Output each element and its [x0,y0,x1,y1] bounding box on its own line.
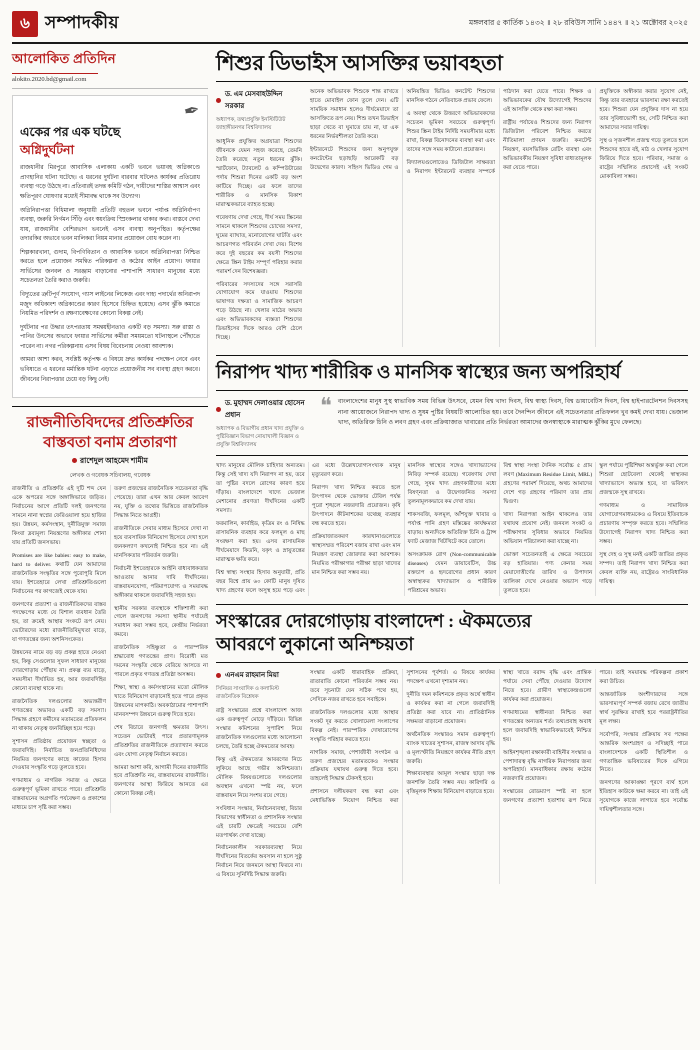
bottom-byline-sub: সিনিয়র সাংবাদিক ও কলামিস্ট রাজনৈতিক বিশ্লেষক [216,686,279,701]
top-body-rest [310,88,688,347]
mid-paragraph: অসংক্রামক রোগ (Non-communicable diseases) যেমন ডায়াবেটিস, উচ্চ রক্তচাপ ও হৃদরোগের প্রধান কারণ অস্বাস্থ্যকর খাদ্যাভ্যাস ও শারীরিক পরিশ্রমের অভাব। [407,551,497,594]
politics-paragraph: রাজনীতি ও প্রতিশ্রুতি এই দুটি শব্দ যেন একে অপরের সঙ্গে অঙ্গাঙ্গিভাবে জড়িত। নির্বাচনের আগে প্রতিটি দলই জনগণের সামনে নানা স্বপ্নের ফেরিওয়ালা হয়ে হাজির হয়। উন্নয়ন, কর্মসংস্থান, দুর্নীতিমুক্ত সমাজ কিংবা দ্রব্যমূল্য নিয়ন্ত্রণের অঙ্গীকার শোনা যায় প্রতিটি জনসভায়। [12,486,106,546]
bottom-article-block [216,669,688,884]
byline-bullet-icon [72,458,77,463]
bottom-paragraph: গণমাধ্যমের স্বাধীনতা নিশ্চিত করা গণতন্ত্রের অন্যতম শর্ত। তথ্যপ্রবাহ অবাধ হলে জবাবদিহি স্বাভাবিকভাবেই নিশ্চিত হয়। [503,709,592,743]
top-paragraph: এ অবস্থা থেকে উত্তরণে অভিভাবকদের সচেতন ভূমিকা সবচেয়ে গুরুত্বপূর্ণ। শিশুর স্ক্রিন টাইম নির্দিষ্ট সময়সীমার মধ্যে রাখা, বিকল্প বিনোদনের ব্যবস্থা করা এবং তাদের সঙ্গে সময় কাটানো প্রয়োজন। [406,111,495,153]
politics-paragraph: তরুণ প্রজন্মের রাজনৈতিক সচেতনতা বৃদ্ধি পেয়েছে। তারা এখন আর কেবল আবেগ নয়, যুক্তি ও তথ্যের ভিত্তিতে রাজনৈতিক সিদ্ধান্ত নিতে আগ্রহী। [114,486,208,520]
mid-head-block [216,393,688,449]
paper-logo-block [12,50,208,89]
politics-headline-line1: রাজনীতিবিদদের প্রতিশ্রুতির [26,415,194,432]
mid-paragraph: খাদ্য মানুষের মৌলিক চাহিদার অন্যতম। কিন্তু সেই খাদ্য যদি নিরাপদ না হয়, তবে তা পুষ্টির বদলে রোগের কারণ হয়ে দাঁড়ায়। বাংলাদেশে খাদ্যে ভেজাল মেশানোর প্রবণতা দীর্ঘদিনের একটি সমস্যা। [216,463,305,515]
bottom-paragraph: শিক্ষাব্যবস্থার আমূল সংস্কার ছাড়া দক্ষ জনশক্তি তৈরি সম্ভব নয়। কারিগরি ও বৃত্তিমূলক শিক্ষায় বিনিয়োগ বাড়াতে হবে। [406,771,495,796]
bottom-paragraph: সর্বোপরি, সংস্কার প্রক্রিয়ায় সব পক্ষের আন্তরিক অংশগ্রহণ ও সদিচ্ছাই পারে বাংলাদেশকে একটি স্থিতিশীল ও গণতান্ত্রিক ভবিষ্যতের দিকে এগিয়ে নিতে। [599,731,688,774]
mid-byline-text: ড. মুহাম্মদ দেলাওয়ার হোসেন প্রধান [225,399,305,420]
politics-paragraph: শেষ বিচারে জনগণই ক্ষমতার উৎস। সচেতন ভোটারই পারে প্রতারণামূলক প্রতিশ্রুতির রাজনীতিকে প্রত্যাখ্যান করতে এবং যোগ্য নেতৃত্ব নির্বাচন করতে। [114,724,208,758]
logo-rule [12,73,98,74]
mid-paragraph: বিশ্ব স্বাস্থ্য সংস্থা দৈনিক সর্বোচ্চ ৫ গ্রাম লবণ (Maximum Residue Limit, MRL) গ্রহণের পরামর্শ দিয়েছে, অথচ আমাদের দেশে গড় গ্রহণের পরিমাণ তার প্রায় দ্বিগুণ। [503,463,593,506]
feature-paragraph: দুর্ঘটনার পর উদ্ধার তৎপরতায় সমন্বয়হীনতাও একটি বড় সমস্যা। সরু রাস্তা ও পানির উৎসের অভাবে ফায়ার সার্ভিসের কর্মীরা সময়মতো ঘটনাস্থলে পৌঁছাতে পারেন না। নগর পরিকল্পনায় এসব বিষয় বিবেচনায় নেওয়া আবশ্যক। [20,324,200,350]
feature-title [20,123,200,159]
bottom-paragraph: রাষ্ট্র সংস্কারের প্রশ্নে বাংলাদেশ আজ এক গুরুত্বপূর্ণ মোড়ে দাঁড়িয়ে। বিভিন্ন সংস্কার কমিশনের সুপারিশ নিয়ে রাজনৈতিক দলগুলোর মধ্যে আলোচনা চলছে, তৈরি হচ্ছে ঐকমত্যের আবহ। [216,708,302,751]
politics-paragraph: স্থানীয় সরকার ব্যবস্থাকে শক্তিশালী করা গেলে জনগণের সমস্যা স্থানীয় পর্যায়েই সমাধান করা সম্ভব হবে, কেন্দ্রীয় নির্ভরতা কমবে। [114,605,208,639]
feature-body [20,164,200,385]
bottom-headline-line2: আবরণে লুকানো অনিশ্চয়তা [216,634,414,655]
top-paragraph: রাষ্ট্রীয় পর্যায়েও শিশুদের জন্য নিরাপদ ডিজিটাল পরিবেশ নিশ্চিত করতে নীতিমালা প্রণয়ন জরুরি। কনটেন্ট নিয়ন্ত্রণ, বয়সভিত্তিক রেটিং ব্যবস্থা এবং অভিভাবকীয় নিয়ন্ত্রণ সুবিধা বাধ্যতামূলক করা যেতে পারে। [503,120,592,171]
mid-paragraph: সুস্থ দেহ ও সুস্থ মনই একটি জাতির প্রকৃত সম্পদ। তাই নিরাপদ খাদ্য নিশ্চিত করা কেবল ব্যক্তি নয়, রাষ্ট্রেরও সাংবিধানিক দায়িত্ব। [599,551,688,585]
top-paragraph: অনেক অভিভাবক শিশুকে শান্ত রাখতে হাতে মোবাইল ফোন তুলে দেন। এটি সাময়িক সমাধান হলেও দীর্ঘমেয়াদে তা আসক্তিতে রূপ নেয়। শিশু তখন ডিভাইস ছাড়া খেতে বা ঘুমাতে চায় না, যা এক ধরনের নির্ভরশীলতা তৈরি করে। [310,89,399,140]
quill-pen-icon: ✒ [182,99,203,124]
page-columns [12,50,688,884]
mid-paragraph: বিশ্ব স্বাস্থ্য সংস্থার হিসাব অনুযায়ী, প্রতি বছর বিশ্বে প্রায় ৬০ কোটি মানুষ দূষিত খাদ্য গ্রহণের ফলে অসুস্থ হয়ে পড়ে এবং এর মধ্যে উল্লেখযোগ্যসংখ্যক মানুষ মৃত্যুবরণ করে। [216,463,401,594]
politics-paragraph: আমরা আশা করি, আগামী দিনের রাজনীতি হবে প্রতিশ্রুতি নয়, বাস্তবায়নের রাজনীতি। জনগণের আস্থা ফিরিয়ে আনতে এর কোনো বিকল্প নেই। [114,764,208,798]
top-paragraph: ইন্টারনেটে শিশুদের জন্য অনুপযুক্ত কনটেন্টের ছড়াছড়ি আরেকটি বড় উদ্বেগের কারণ। সহিংস ভিডিও গেম ও অনিয়ন্ত্রিত ভিডিও কনটেন্ট শিশুদের মানসিক গঠনে নেতিবাচক প্রভাব ফেলে। [310,89,495,171]
mid-paragraph: নিরাপদ খাদ্য নিশ্চিত করতে হলে উৎপাদন থেকে ভোক্তার টেবিল পর্যন্ত পুরো শৃঙ্খলে নজরদারি প্রয়োজন। কৃষি উৎপাদনে কীটনাশকের যথেচ্ছ ব্যবহার বন্ধ করতে হবে। [311,485,401,528]
feature-paragraph: শিল্পকারখানা, গুদাম, বিপণিবিতান ও আবাসিক ভবনে অগ্নিনিরাপত্তা নিশ্চিত করতে হলে প্রয়োজন সমন্বিত পরিকল্পনা ও কঠোর আইন প্রয়োগ। ফায়ার সার্ভিসের জনবল ও সরঞ্জাম বাড়ানোর পাশাপাশি সাধারণ মানুষের মধ্যে সচেতনতা তৈরি করাও জরুরি। [20,249,200,285]
politics-byline [12,456,208,468]
bottom-paragraph: জনগণের আকাঙ্ক্ষা পূরণে ব্যর্থ হলে ইতিহাস কাউকে ক্ষমা করবে না। তাই এই সুযোগকে কাজে লাগাতে হবে সর্বোচ্চ দায়িত্বশীলতার সঙ্গে। [599,780,688,814]
bottom-paragraph: নাগরিক সমাজ, পেশাজীবী সংগঠন ও তরুণ প্রজন্মের মতামতকেও সংস্কার প্রক্রিয়ায় যথাযথ গুরুত্ব দিতে হবে। তাহলেই সিদ্ধান্ত টেকসই হবে। [310,749,399,783]
bottom-paragraph: রাজনৈতিক দলগুলোর মধ্যে আস্থার সংকট দূর করতে খোলামেলা সংলাপের বিকল্প নেই। পারস্পরিক দোষারোপের সংস্কৃতি পরিহার করতে হবে। [310,709,399,743]
pen-row [20,99,203,124]
bottom-paragraph: আইনশৃঙ্খলা রক্ষাকারী বাহিনীর সংস্কার ও পেশাদারত্ব বৃদ্ধি নাগরিক নিরাপত্তার জন্য অপরিহার্য। মানবাধিকার রক্ষায় কঠোর নজরদারি প্রয়োজন। [503,749,592,783]
feature-title-line1: একের পর এক ঘটছে [20,125,121,139]
feature-paragraph: অগ্নিনিরাপত্তা বিধিমালা অনুযায়ী প্রতিটি বহুতল ভবনে পর্যাপ্ত অগ্নিনির্বাপণ ব্যবস্থা, জরুরি নির্গমন সিঁড়ি এবং স্বয়ংক্রিয় স্প্রিংকলার থাকার কথা। বাস্তবে দেখা যায়, রাজধানীর বেশিরভাগ ভবনেই এসব ব্যবস্থা অনুপস্থিত। কর্তৃপক্ষের তদারকির অভাবে ভবন মালিকরা নিয়ম মানার প্রয়োজন বোধ করেন না। [20,207,200,243]
top-paragraph: পরিবারের সদস্যদের সঙ্গে সরাসরি যোগাযোগ কমে যাওয়ায় শিশুদের ভাষাগত দক্ষতা ও সামাজিক আচরণ গড়ে উঠছে না। খেলার মাঠের অভাব এবং অভিভাবকদের ব্যস্ততা শিশুদের ডিভাইসের দিকে আরও বেশি ঠেলে দিচ্ছে। [216,281,302,342]
politics-byline-sub: লেখক ও গবেষক সচিবালয়, গবেষক [69,472,151,479]
top-byline-text: ড. এম মেসবাহউদ্দিন সরকার [225,90,283,111]
bottom-paragraph: সংস্কার একটি ধারাবাহিক প্রক্রিয়া, রাতারাতি কোনো পরিবর্তন সম্ভব নয়। তবে সূচনাটা যেন সঠিক পথে হয়, সেদিকে নজর রাখতে হবে সবাইকে। [310,670,399,703]
politics-paragraph: Promises are like babies: easy to make, hard to deliver. কথাটি যেন আমাদের রাজনৈতিক সংস্কৃতির সঙ্গে পুরোপুরি মিলে যায়। ইশতেহারে লেখা প্রতিশ্রুতিগুলো নির্বাচনের পর কাগজেই থেকে যায়। [12,552,106,595]
mid-byline-sub: অধ্যাপক ও বিভাগীয় প্রধান খাদ্য প্রযুক্তি ও পুষ্টিবিজ্ঞান বিভাগ নোয়াখালী বিজ্ঞান ও প্রযুক্তি বিশ্ববিদ্যালয় [216,426,304,449]
politics-paragraph: সুশাসন প্রতিষ্ঠায় প্রয়োজন স্বচ্ছতা ও জবাবদিহি। নির্বাচিত জনপ্রতিনিধিদের নিয়মিত জনগণের কাছে কাজের হিসাব দেওয়ার সংস্কৃতি গড়ে তুলতে হবে। [12,738,106,772]
mid-separator [216,455,688,456]
top-byline-col [216,88,302,347]
page-number: ৬ [12,11,38,37]
top-paragraph: গবেষণায় দেখা গেছে, দীর্ঘ সময় স্ক্রিনের সামনে থাকলে শিশুদের চোখের সমস্যা, ঘুমের ব্যাঘাত, মনোযোগের ঘাটতি এবং আচরণগত পরিবর্তন দেখা দেয়। বিশেষ করে দুই বছরের কম বয়সী শিশুদের ক্ষেত্রে স্ক্রিন টাইম সম্পূর্ণ পরিহার করার পরামর্শ দেন বিশেষজ্ঞরা। [216,214,302,275]
mid-headline: নিরাপদ খাদ্য শারীরিক ও মানসিক স্বাস্থ্যের জন্য অপরিহার্য [216,355,688,391]
byline-bullet-icon [216,407,221,412]
mid-body [216,462,688,595]
feature-paragraph: বিদ্যুতের ত্রুটিপূর্ণ সংযোগ, গ্যাস লাইনের লিকেজ এবং দাহ্য পদার্থের অনিরাপদ মজুদ অধিকাংশ অগ্নিকাণ্ডের কারণ হিসেবে চিহ্নিত হয়েছে। এসব ঝুঁকি কমাতে নিয়মিত পরিদর্শন ও রক্ষণাবেক্ষণের কোনো বিকল্প নেই। [20,292,200,318]
dateline: মঙ্গলবার ৫ কার্তিক ১৪৩২ ॥ ২৮ রবিউস সানি ১৪৪৭ ॥ ২১ অক্টোবর ২০২৫ [469,18,688,27]
section-title: সম্পাদকীয় [45,13,120,32]
bottom-paragraph: আন্তর্জাতিক অংশীদারদের সঙ্গে ভারসাম্যপূর্ণ সম্পর্ক বজায় রেখে জাতীয় স্বার্থ সুরক্ষিত রাখাই হবে পররাষ্ট্রনীতির মূল লক্ষ্য। [599,691,688,725]
top-paragraph: আধুনিক প্রযুক্তির অগ্রযাত্রা শিশুদের জীবনকে যেমন সহজ করেছে, তেমনি তৈরি করেছে নতুন ধরনের ঝুঁকি। স্মার্টফোন, ট্যাবলেট ও কম্পিউটারের পর্দায় শিশুরা দিনের একটি বড় অংশ কাটিয়ে দিচ্ছে। এর ফলে তাদের শারীরিক ও মানসিক বিকাশ মারাত্মকভাবে ব্যাহত হচ্ছে। [216,139,302,209]
mid-paragraph: খাদ্য নিরাপত্তা আইন থাকলেও তার যথাযথ প্রয়োগ নেই। জনবল সংকট ও পরীক্ষাগার সুবিধার অভাবে নিয়মিত অভিযান পরিচালনা করা যাচ্ছে না। [503,512,593,545]
mid-byline-col [216,397,312,449]
politics-paragraph: জনগণের প্রত্যাশা ও রাজনীতিকদের বাস্তব পদক্ষেপের মধ্যে যে বিশাল ব্যবধান তৈরি হয়, তা ক্রমেই আস্থার সংকটে রূপ নেয়। ভোটারদের মধ্যে রাজনীতিবিমুখতা বাড়ে, যা গণতন্ত্রের জন্য অশনিসংকেত। [12,601,106,644]
quote-mark-icon: ❝ [320,393,332,419]
politics-paragraph: রাজনৈতিক সহিষ্ণুতা ও পারস্পরিক শ্রদ্ধাবোধ গণতন্ত্রের প্রাণ। বিরোধী মত দমনের সংস্কৃতি থেকে বেরিয়ে আসতে না পারলে প্রকৃত গণতন্ত্র প্রতিষ্ঠা অসম্ভব। [114,645,208,679]
bottom-paragraph: সংস্কারের রোডম্যাপ স্পষ্ট না হলে জনগণের প্রত্যাশা হতাশায় রূপ নিতে পারে। তাই সময়াবদ্ধ পরিকল্পনা প্রকাশ করা উচিত। [503,670,688,805]
paper-email: alokito.2020.bd@gmail.com [12,76,87,83]
top-paragraph: বিদ্যালয়গুলোতেও ডিজিটাল সাক্ষরতা ও নিরাপদ ইন্টারনেট ব্যবহার সম্পর্কে পাঠদান করা যেতে পারে। শিক্ষক ও অভিভাবকের যৌথ উদ্যোগেই শিশুদের এই আসক্তি থেকে রক্ষা করা সম্ভব। [406,89,592,175]
bottom-paragraph: প্রশাসনে দলীয়করণ বন্ধ করা এবং মেধাভিত্তিক নিয়োগ নিশ্চিত করা সুশাসনের পূর্বশর্ত। এ বিষয়ে কার্যকর পদক্ষেপ এখনো দৃশ্যমান নয়। [310,670,495,805]
politics-paragraph: নির্বাচনী ইশতেহারকে আইনি বাধ্যবাধকতার আওতায় আনার দাবি দীর্ঘদিনের। বাস্তবায়নযোগ্য, পরিমাপযোগ্য ও সময়াবদ্ধ অঙ্গীকার থাকলে জবাবদিহি সহজ হয়। [114,565,208,599]
mid-pull-quote-text: বাংলাদেশের মানুষ সুস্থ স্বাভাবিক সময় বিভিন্ন উৎসবে, যেমন বিশ্ব খাদ্য দিবস, বিশ্ব স্বাস্থ্য দিবস, বিশ্ব ডায়াবেটিস দিবস, বিশ্ব হাইপারটেনশন দিবসসহ নানা আয়োজনে নিরাপদ খাদ্য ও সুষম পুষ্টির বিষয়টি আলোচিত হয়। তবে দৈনন্দিন জীবনে এই সচেতনতার প্রতিফলন খুব কমই দেখা যায়। ভেজাল খাদ্য, অতিরিক্ত চিনি ও লবণ গ্রহণ এবং প্রক্রিয়াজাত খাবারের প্রতি নির্ভরতা আমাদের জনস্বাস্থ্যকে মারাত্মক ঝুঁকির মুখে ফেলছে। [337,398,688,427]
left-column [12,50,208,884]
politics-paragraph: উন্নয়নের নামে বড় বড় প্রকল্প হাতে নেওয়া হয়, কিন্তু সেগুলোর সুফল সাধারণ মানুষের দোরগোড়ায় পৌঁছায় না। প্রকল্প ব্যয় বাড়ে, সময়সীমা দীর্ঘায়িত হয়, আর জবাবদিহির কোনো ব্যবস্থা থাকে না। [12,650,106,692]
politics-headline-line2: বাস্তবতা বনাম প্রতারণা [43,435,177,452]
bottom-paragraph: দুর্নীতি দমন কমিশনকে প্রকৃত অর্থে স্বাধীন ও কার্যকর করা না গেলে জবাবদিহি প্রতিষ্ঠা করা যাবে না। প্রাতিষ্ঠানিক সক্ষমতা বাড়ানো প্রয়োজন। [406,691,495,725]
politics-byline-text: রাশেদুল আহমেদ শামীম [80,455,148,465]
byline-bullet-icon [216,98,221,103]
feature-paragraph: রাজধানীর মিরপুরে আবাসিক এলাকায় একটি ভবনে ভয়াবহ অগ্নিকাণ্ডে প্রাণহানির ঘটনা ঘটেছে। এ ধরনের দুর্ঘটনা বারবার ঘটলেও কার্যকর প্রতিরোধ ব্যবস্থা গড়ে উঠছে না। প্রতিবারই তদন্ত কমিটি গঠন, দায়ীদের শাস্তির আশ্বাস এবং ক্ষতিপূরণ ঘোষণার মধ্যেই সীমাবদ্ধ থাকে সব উদ্যোগ। [20,165,200,200]
top-headline: শিশুর ডিভাইস আসক্তির ভয়াবহতা [216,50,688,82]
politics-body [12,485,208,813]
bottom-byline [216,669,302,681]
mid-paragraph: প্রক্রিয়াজাতকরণ কারখানাগুলোতে স্বাস্থ্যসম্মত পরিবেশ বজায় রাখা এবং মান নিয়ন্ত্রণ ব্যবস্থা জোরদার করা আবশ্যক। নিয়মিত পরীক্ষাগার পরীক্ষা ছাড়া খাদ্যের মান নিশ্চিত করা সম্ভব নয়। [311,534,401,576]
top-paragraph: সুস্থ ও সৃজনশীল প্রজন্ম গড়ে তুলতে হলে শিশুদের হাতে বই, মাঠ ও খেলার সুযোগ ফিরিয়ে দিতে হবে। পরিবার, সমাজ ও রাষ্ট্রের সম্মিলিত প্রয়াসেই এই সংকট মোকাবিলা সম্ভব। [599,137,689,180]
mid-paragraph: ফরমালিন, কার্বাইড, কৃত্রিম রং ও নিষিদ্ধ রাসায়নিক ব্যবহার করে ফলমূল ও মাছ সংরক্ষণ করা হয়। এসব রাসায়নিক দীর্ঘমেয়াদে কিডনি, যকৃৎ ও স্নায়ুতন্ত্রের মারাত্মক ক্ষতি করে। [216,521,305,563]
mid-paragraph: মানসিক স্বাস্থ্যের সঙ্গেও খাদ্যাভ্যাসের নিবিড় সম্পর্ক রয়েছে। গবেষণায় দেখা গেছে, সুষম খাদ্য গ্রহণকারীদের মধ্যে বিষণ্নতা ও উদ্বেগজনিত সমস্যা তুলনামূলকভাবে কম দেখা যায়। [407,463,497,506]
masthead-left [12,10,119,38]
byline-bullet-icon [216,673,221,678]
top-paragraph: প্রযুক্তিকে অস্বীকার করার সুযোগ নেই, কিন্তু তার ব্যবহারে ভারসাম্য রক্ষা করতেই হবে। শিশুরা যেন প্রযুক্তির দাস না হয়ে তার সুবিধাভোগী হয়, সেটি নিশ্চিত করা আমাদের সবার দায়িত্ব। [599,89,688,131]
feature-title-line2: অগ্নিদুর্ঘটনা [20,143,75,158]
bottom-paragraph: স্বাস্থ্য খাতে বরাদ্দ বৃদ্ধি এবং প্রান্তিক পর্যায়ে সেবা পৌঁছে দেওয়ার উদ্যোগ নিতে হবে। গ্রামীণ স্বাস্থ্যকেন্দ্রগুলো কার্যকর করা প্রয়োজন। [503,670,592,703]
paper-name: আলোকিত প্রতিদিন [12,51,116,66]
mid-byline [216,397,312,421]
bottom-paragraph: সংবিধান সংস্কার, নির্বাচনব্যবস্থা, বিচার বিভাগের স্বাধীনতা ও প্রশাসনিক সংস্কার এই চারটি ক্ষেত্রেই সবচেয়ে বেশি মতপার্থক্য দেখা যাচ্ছে। [216,805,302,839]
top-byline-sub: অধ্যাপক, তথ্যপ্রযুক্তি ইনস্টিটিউট জাহাঙ্গীরনগর বিশ্ববিদ্যালয় [216,117,286,132]
bottom-byline-text: এনএম রাহমান মিয়া [225,671,279,680]
right-column [216,50,688,884]
politics-paragraph: শিক্ষা, স্বাস্থ্য ও কর্মসংস্থানের মতো মৌলিক খাতে বিনিয়োগ বাড়ানোই হতে পারে প্রকৃত উন্নয়নের মাপকাঠি। অবকাঠামোর পাশাপাশি মানবসম্পদ উন্নয়নে গুরুত্ব দিতে হবে। [114,685,208,718]
politics-paragraph: গণমাধ্যম ও নাগরিক সমাজ এ ক্ষেত্রে গুরুত্বপূর্ণ ভূমিকা রাখতে পারে। প্রতিশ্রুতি বাস্তবায়নের অগ্রগতি পর্যবেক্ষণ ও প্রকাশের মাধ্যমে চাপ সৃষ্টি করা সম্ভব। [12,778,106,812]
bottom-paragraph: নির্বাচনকালীন সরকারব্যবস্থা নিয়ে দীর্ঘদিনের বিতর্কের অবসান না হলে সুষ্ঠু নির্বাচন নিয়ে জনমনে আস্থা ফিরবে না। এ বিষয়ে সুনির্দিষ্ট সিদ্ধান্ত জরুরি। [216,845,302,879]
bottom-headline [216,604,688,664]
mid-pull-quote [320,393,688,449]
mid-paragraph: স্কুল পর্যায়ে পুষ্টিশিক্ষা অন্তর্ভুক্ত করা গেলে শিশুরা ছোটবেলা থেকেই স্বাস্থ্যকর খাদ্যাভ্যাসে অভ্যস্ত হবে, যা ভবিষ্যৎ প্রজন্মকে সুস্থ রাখবে। [599,463,688,497]
top-byline [216,88,302,112]
politics-headline [12,406,208,454]
masthead [12,10,688,44]
bottom-body-first [216,707,302,880]
bottom-byline-col [216,669,302,884]
top-article-block [216,88,688,347]
mid-paragraph: শাকসবজি, ফলমূল, আঁশযুক্ত খাবার ও পর্যাপ্ত পানি গ্রহণ মস্তিষ্কের কার্যক্ষমতা বাড়ায়। অন্যদিকে অতিরিক্ত চিনি ও ট্রান্স ফ্যাট মেজাজ খিটখিটে করে তোলে। [407,512,497,545]
mid-paragraph: ভোক্তা সচেতনতাই এ ক্ষেত্রে সবচেয়ে বড় হাতিয়ার। পণ্য কেনার সময় মেয়াদোত্তীর্ণের তারিখ ও উপাদান তালিকা দেখে নেওয়ার অভ্যাস গড়ে তুলতে হবে। [503,551,593,594]
bottom-headline-line1: সংস্কারের দোরগোড়ায় বাংলাদেশ : ঐকমত্যের [216,610,532,631]
politics-paragraph: রাজনীতিকে সেবার মাধ্যম হিসেবে দেখা না হয়ে ব্যবসায়িক বিনিয়োগ হিসেবে দেখা হলে জনকল্যাণ কখনোই নিশ্চিত হবে না। এই মানসিকতার পরিবর্তন জরুরি। [114,526,208,559]
mid-paragraph: গণমাধ্যম ও সামাজিক যোগাযোগমাধ্যমকেও এ বিষয়ে ইতিবাচক প্রচারণায় সম্পৃক্ত করতে হবে। সম্মিলিত উদ্যোগেই নিরাপদ খাদ্য নিশ্চিত করা সম্ভব। [599,503,688,545]
feature-paragraph: আমরা আশা করব, সংশ্লিষ্ট কর্তৃপক্ষ এ বিষয়ে দ্রুত কার্যকর পদক্ষেপ নেবে এবং ভবিষ্যতে এ ধরনের মর্মান্তিক ঘটনা এড়াতে প্রয়োজনীয় সব ব্যবস্থা গ্রহণ করবে। জীবনের নিরাপত্তার চেয়ে বড় কিছু নেই। [20,357,200,383]
top-body-first [216,138,302,343]
bottom-paragraph: কিন্তু এই ঐকমত্যের আবরণের নিচে লুকিয়ে আছে গভীর অনিশ্চয়তা। মৌলিক বিষয়গুলোতে দলগুলোর অবস্থান এখনো স্পষ্ট নয়, ফলে বাস্তবায়ন নিয়ে সংশয় রয়ে গেছে। [216,757,302,799]
column-feature-box [12,95,208,398]
bottom-paragraph: অর্থনৈতিক সংস্কারও সমান গুরুত্বপূর্ণ। ব্যাংক খাতের সুশাসন, রাজস্ব আদায় বৃদ্ধি ও মূল্যস্ফীতি নিয়ন্ত্রণে কার্যকর নীতি গ্রহণ জরুরি। [406,731,495,765]
bottom-body-rest [310,669,688,884]
politics-paragraph: রাজনৈতিক দলগুলোর অভ্যন্তরীণ গণতন্ত্রের অভাবও একটি বড় সমস্যা। সিদ্ধান্ত গ্রহণে কর্মীদের মতামতের প্রতিফলন না থাকায় নেতৃত্ব জনবিচ্ছিন্ন হয়ে পড়ে। [12,698,106,732]
